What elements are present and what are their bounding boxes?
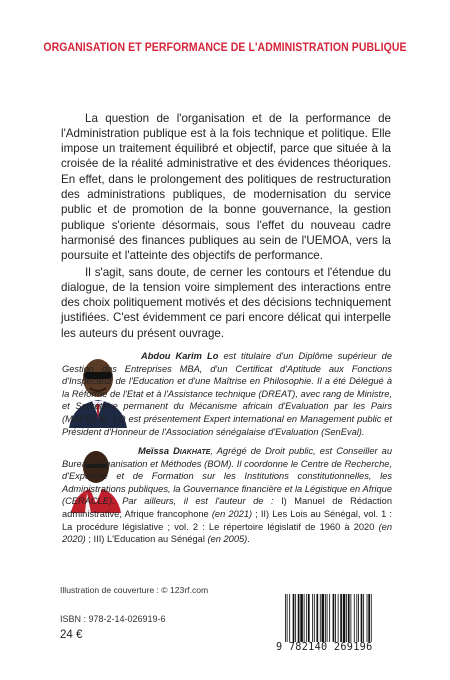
second-paragraph: Il s'agit, sans doute, de cerner les contours et l'étendue du dialogue, de la tension voire simplement des interactions entre des choix politiquement motivés et des décisions techniquement justifiées. C'est évidemment ce pari encore délicat qui interpelle les auteurs du présent ouvrage. (61, 265, 391, 340)
author-name-first-diakhate: Meïssa (138, 446, 170, 456)
barcode-graphic (283, 594, 395, 642)
author-bio-text-lo: est titulaire d'un Diplôme supérieur de Gestion des Entreprises MBA, d'un Certificat d'Aptitude aux Fonctions d'Inspecteur de l'Education et d'une Maîtrise en Philosophie. Il a été Délégué à la Réforme de l'Etat et à l'Assistance technique (DREAT), avec rang de Ministre, et Secrétaire permanent du Mécanisme africain d'Evaluation par les Pairs (MAEP). M. LO est présentement Expert international en Management public et Président d'Honneur de l'Association sénégalaise d'Evaluation (SenEval). (62, 351, 392, 437)
author-name-last-diakhate: Diakhate (173, 446, 211, 456)
work-3: ; III) L'Education au Sénégal (85, 534, 208, 545)
cover-title: ORGANISATION ET PERFORMANCE DE L'ADMINISTRATION PUBLIQUE (43, 40, 407, 54)
bio-end: . (247, 534, 250, 545)
cover-illustration-credit: Illustration de couverture : © 123rf.com (60, 585, 209, 595)
price: 24 € (60, 629, 83, 641)
author-bio-intro-diakhate: , Agrégé de Droit public, est Conseiller au Bureau Organisation et Méthodes (BOM). Il coordonne le Centre de Recherche, d'Expertise et de Formation sur les Institutions constitutionnelles, les Administrations publiques, la Gouvernance financière et la Légistique en Afrique (CERACLE). Par ailleurs, il est l'auteur de : (62, 446, 392, 507)
author-name-lo: Abdou Karim Lo (141, 351, 219, 361)
work-2: ; II) Les Lois au Sénégal, vol. 1 : La procédure législative ; vol. 2 : Le répertoire législatif de 1960 à 2020 (62, 508, 392, 532)
work-1: I) Manuel de Rédaction administrative, Afrique francophone (62, 496, 393, 519)
work-3-year: (en 2005) (207, 534, 248, 545)
intro-paragraph: La question de l'organisation et de la performance de l'Administration publique est à la fois technique et politique. Elle impose un traitement équilibré et objectif, parce que située à la croisée de la réalité administrative et des évidences théoriques. En effet, dans le prolongement des politiques de restructuration des administrations publiques, de modernisation du service public et de promotion de la bonne gouvernance, la gestion publique s'oriente désormais, sous l'effet du nouveau cadre harmonisé des finances publiques au sein de l'UEMOA, vers la poursuite et l'atteinte des objectifs de performance. (61, 111, 391, 263)
work-1-year: (en 2021) (211, 508, 253, 519)
author-bio-lo (62, 350, 392, 438)
work-2-year: (en 2020) (62, 521, 392, 545)
barcode-digits: 9 782140 269196 (276, 642, 373, 653)
isbn: ISBN : 978-2-14-026919-6 (60, 614, 166, 624)
author-bio-diakhate (62, 445, 392, 546)
